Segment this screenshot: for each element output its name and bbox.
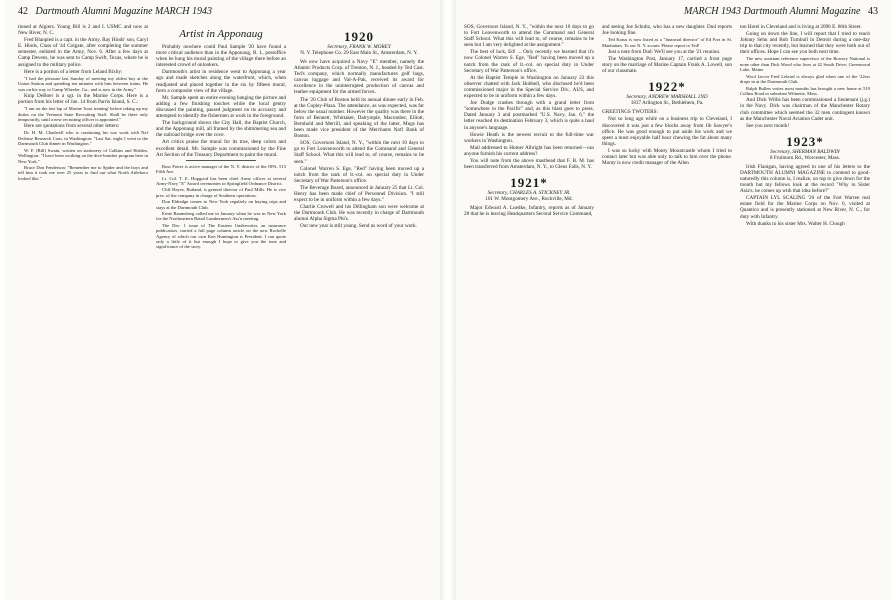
class-year-heading: 1923*	[786, 133, 824, 149]
paragraph: Howie Heath is the newest recruit to the full-time war workers in Washington.	[464, 131, 594, 144]
paragraph: Ernie Raumsberg called me in January when he was in New York for the Northeastern Retail Lumbermen's Ass'n meeting.	[156, 210, 286, 222]
class-secretary: Secretary, FRANK W. MOREY	[327, 44, 391, 50]
paragraph: Ted Kraus is now listed as a "financial director" of Ed Fort in St. Manhattan. To our N. Y. scouts: Please report to Ted!	[602, 37, 732, 48]
left-page-number: 42	[18, 6, 28, 17]
right-head-title: MARCH 1943 Dartmouth Alumni Magazine	[684, 6, 861, 17]
left-running-head	[18, 6, 426, 20]
paragraph: With thanks to his sister Mrs. Walter H. Clough	[746, 220, 845, 227]
paragraph: Ralph Bullen writes most months has brought a new home at 519 Collins Road in suburban Wilmette, Mass.	[740, 85, 870, 96]
paragraph: You will note from the above masthead that F. B. M. has been transferred from Amsterdam, N. Y., to Glens Falls, N. Y.	[464, 157, 594, 171]
paragraph: At the Baptist Temple in Washington on January 23 this observer chatted with Jack Hubbell, who disclosed he'd been commissioned major in the Special Service Div., AUS, and expected to be in uniform within a few days.	[464, 74, 594, 100]
paragraph: tioned at Algiers. Young Bill is 2 and I. USMC and now at New River, N. C.	[18, 24, 148, 37]
paragraph: Mr. Sample spent an entire evening hanging the picture and adding a few finishing touches while the local gentry discussed the painting, passed judgment on its accuracy and attempted to identify the fishermen at work in the foreground.	[156, 94, 286, 120]
paragraph: Here is a portion of a letter from Leland Bixby:	[24, 68, 123, 75]
paragraph: The Beverage Board, announced in January 25 that Lt. Col. Henry has been made chief of Personnel Division. "I still expect to be in uniform within a few days."	[294, 184, 424, 204]
paragraph: CAPTAIN LYL SCALING '20 of the Fort Warren real estate field for the Marine Corps on Nov. 6, visited at Quantico and is presently stationed at New River, N. C., for duty with Infantry.	[740, 195, 870, 220]
right-column-1	[464, 24, 594, 592]
letter-quote: "I am on the last lap of Marine 'boot training' before taking up my duties on the Vermont State Recruiting Staff. Shall be there only temporarily, until a new recruiting officer is appointed."	[18, 106, 148, 122]
class-secretary: Secretary, CHARLES A. STICKNEY JR.	[487, 190, 571, 197]
class-year-heading: 1922*	[648, 79, 686, 95]
paragraph: ton Hotel in Cleveland and is living at 2096 E. 86th Street.	[740, 24, 862, 30]
class-year-heading: 1921*	[510, 175, 548, 191]
paragraph: SOS, Governors Island, N. Y., "within the next 10 days to go to Fort Leavenworth to attend the Command and General Staff School. What this will lead to, of course, remains to be seen."	[294, 140, 424, 165]
left-head-title: Dartmouth Alumni Magazine MARCH 1943	[35, 6, 212, 17]
paragraph: The new assistant reference supervisor of the Bowery National is none other than Dick Wood who lives at 42 South Drive, Greenwood Lake, Maine.	[740, 56, 870, 73]
right-column-2	[602, 24, 732, 592]
paragraph: Knip DeBoer is a sgt. in the Marine Corps. Here is a portion from his letter of Jan. 14 from Parris Island, S. C.:	[18, 92, 148, 106]
page-gutter	[440, 0, 456, 600]
letter-quote: Bruce Don Fenderson: "Remember me to Spider and the boys and tell him it took me over 25 years to find out what North Attleboro looked like."	[18, 164, 148, 181]
paragraph: The background shows the City Hall, the Baptist Church, and the Apponaug mill, all framed by the shimmering sea and the railroad bridge over the cove.	[156, 120, 286, 139]
paragraph: Art critics praise the mural for its true, deep colors and excellent detail. Mr. Sample was commissioned by the Fine Art Section of the Treasury Department to paint the mural.	[156, 139, 286, 158]
paragraph: Colonel Warren S. Ege, "Red" having been moved up a notch from the rank of lt.-col. on special duty in Under Secretary of War Patterson's office.	[294, 165, 424, 184]
paragraph: The Washington Post, January 17, carried a front page story on the marriage of Marine Captain Frank A. Lowell, son of our classmate.	[602, 56, 732, 75]
paragraph: Woof Iaccer Fred Lelaird is always glad when one of the '22ers drops in at the Dartmouth Club.	[740, 73, 870, 85]
paragraph: See you next month!	[746, 122, 790, 129]
left-page	[4, 0, 440, 600]
class-year-heading: 1920	[344, 29, 374, 44]
paragraph: Major Edward A. Luedke, Infantry, reports as of January 28 that he is leaving Headquarters Second Service Command,	[464, 205, 594, 218]
paragraph: The best of luck, Ed! ... Only recently we learned that it's now Colonel Warren S. Ege, "Red" having been moved up a notch from the rank of lt.-col. on special duty in Under Secretary of War Patterson's office.	[464, 49, 594, 74]
paragraph: Mail addressed to Homer Albright has been returned—can anyone furnish his current address?	[464, 144, 594, 157]
class-secretary-address: 8 Fruitnorn Rd., Worcester, Mass.	[769, 154, 841, 161]
greeting: GREETINGS TWOTERS:	[602, 109, 658, 116]
paragraph: Lt. Col. T. E. Hopgood has been chief Army officer at several Army-Navy "E" Award ceremonies in Springfield Ordnance District.	[156, 175, 286, 186]
left-column-1	[18, 24, 148, 592]
article-title: Artist in Apponaug	[179, 28, 263, 40]
letter-quote: W. F. (Bill) Swain, written on stationery of Calkins and Holden, Wellington: "I have been working on the dive-bomber program here in New York."	[18, 147, 148, 164]
paragraph: Joe Dudge crashes through with a grand letter from "somewhere in the Pacific" and, as this blast goes to press. Dated January 3 and postmarked "U.S. Navy, Jan. 6," the letter reached its destination February 3, which is quite a haul in anyone's language.	[464, 100, 594, 131]
paragraph: The '20 Club of Boston held its annual dinner early in Feb. at the Copley-Plaza. The attendance, as was expected, was far below the usual number. However the quality was there in the form of Bennett, Whittaker, Dalrymple, Macomber, Elliott, Bernhold and Merrill, and speaking of the latter, Mugs has been made vice president of the Merchants Nat'l Bank of Boston.	[294, 96, 424, 140]
paragraph: Probably nowhere could Paul Sample '20 have found a more critical audience than in the Apponaug, R. I., postoffice when he hung his mural painting of the village there before an interested crowd of onlookers.	[156, 44, 286, 69]
paragraph: Not so long ago while on a business trip to Cleveland, I discovered it was just a few blocks away from Jib Sawyer's office. He was good enough to put aside his work and we spent a most enjoyable half hour chewing the fat about many things.	[602, 116, 732, 147]
left-column-3	[294, 24, 424, 592]
paragraph: Dartmouth's artist in residence went to Apponaug a year ago and made sketches along the waterfront, which, when readjusted and placed together in the six by fifteen mural, form a composite view of the village.	[156, 69, 286, 94]
paragraph: Our new year is still young. Send us word of your work.	[300, 223, 417, 230]
paragraph: Just a note from Dud: We'll see you at the '21 reunion.	[608, 49, 721, 55]
letter-quote: Dr. H. M. Chadwell who is continuing his war work with Naf Defense Research Com. in Washington: "Last Sat. night I went to the Dartmouth Club dinner in Washington."	[18, 130, 148, 147]
paragraph: Charlie Crowell and his Dillingham son were welcome at the Dartmouth Club. He was recently in charge of Dartmouth alumni Alpha Sigma Phi's.	[294, 204, 424, 223]
right-column-3	[740, 24, 870, 592]
class-secretary-address: N. Y. Telephone Co. 29 East Main St., Amsterdam, N. Y.	[300, 50, 418, 56]
left-column-2	[156, 24, 286, 592]
right-running-head	[470, 6, 878, 20]
paragraph: SOS, Governors Island, N. Y., "within the next 10 days to go to Fort Leavenworth to attend the Command and General Staff School. What this will lead to, of course, remains to be seen but I am very delighted at the assignment."	[464, 24, 594, 49]
paragraph: Don Eldredge comes to New York regularly on buying trips and stays at the Dartmouth Club.	[156, 199, 286, 210]
right-page-number: 43	[868, 6, 878, 17]
class-secretary: Secretary, SHERMAN BALDWIN	[770, 148, 840, 155]
class-secretary-address: 101 W. Montgomery Ave., Rockville, Md.	[485, 196, 573, 203]
paragraph: Going on down the line, I will report that I tried to reach Johnny Sehn and Bob Turnbull in Detroit during a one-day trip to that city recently, but learned that they were both out of their offices. Hope I can see you both next time.	[740, 31, 870, 56]
letter-quote: "I had the pleasure last Sunday of meeting my oldest boy at the Union Station and spending ten minutes with him between trains. He was on his way to Camp Wheeler, Ga., and is now in the Army."	[18, 75, 148, 92]
paragraph: Cliff Hayes, Rutland, is general director of Paul Mills. He is vice pres. of the company in charge of Southern operations.	[156, 187, 286, 198]
class-secretary-address: 1837 Arlington St., Bethlehem, Pa.	[630, 100, 704, 107]
paragraph: Irish Flanigan, having agreed in one of his letters to the DARTMOUTH ALUMNI MAGAZINE to contend to good-naturedly this column is, I realize, on top to give down for the month but my fellows look at the record "Why in Sister Asia's. he comes up with that idea before?"	[740, 163, 870, 195]
paragraph: And Dick Willis has been commissioned a lieutenant (j.g.) in the Navy. Dick was chairman of the Manchester Rotary club committee which seemed the 32 men contingent known as the Manchester Naval Aviation Cadet unit.	[740, 97, 870, 122]
right-page	[456, 0, 892, 600]
paragraph: Fred Blanpied is a capt. in the Army. Ray Hinds' son, Caryl E. Hinds, Class of '44 Colgate, after completing the summer semester, enlisted in the Army, Nov. 6. After a few days at Camp Devens, he was sent to Camp Swift, Texas, where he is assigned to the military police.	[18, 37, 148, 68]
class-secretary: Secretary, ANDREW MARSHALL 2ND	[626, 94, 708, 101]
paragraph: I was so lucky with Monty Mountcastle whom I tried to contact later but was able only to talk to him over the phone. Monty is now credit manager of the Allen	[602, 147, 732, 167]
paragraph: We now have acquired a Navy "E" member, namely the Atlantic Products Corp. of Trenton, N. J., headed by Ted Cast. Ted's company, which normally manufactures golf bags, canvas luggage and Val-A-Pak, received its award for excellence in the uninterrupted production of canvas and leather equipment for the armed forces.	[294, 59, 424, 96]
paragraph: and seeing Joe Schultz, who has a new daughter. Dud reports Joe looking fine.	[602, 24, 732, 37]
paragraph: Russ Potter is active manager of the N. Y. district of the OPA, 515 Fifth Ave.	[156, 163, 286, 175]
paragraph: The Dec. 1 issue of The Eastern Underwriter, an insurance publication, carried a full page column article on the new Rochelle Agency of which our own Ken Huntington is President. I can quote only a little of it but enough I hope to give you the tone and significance of the story.	[156, 222, 286, 250]
divider	[186, 160, 256, 161]
paragraph: Here are quotations from several other letters:	[24, 123, 120, 130]
